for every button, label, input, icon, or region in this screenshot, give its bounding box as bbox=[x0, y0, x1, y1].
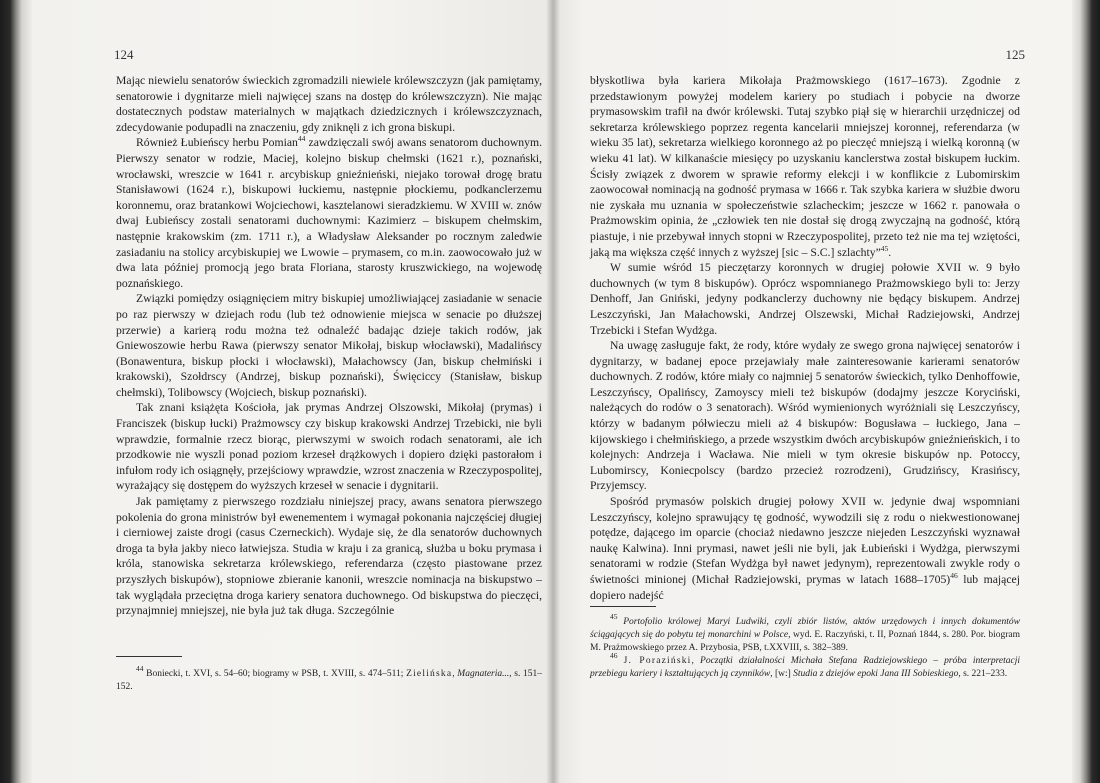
paragraph: Spośród prymasów polskich drugiej połowy XVII w. jedynie dwaj wspomniani Leszczyńscy, kolejno sprawujący tę godność, wywodzili się z rodu o niekwestionowanej potędze, dającego im oparcie (chociaż niedawno jeszcze niejeden Leszczyński wyznawał naukę Kalwina). Inni prymasi, nawet jeśli nie byli, jak Łubieński i Wydżga, pierwszymi senatorami w rodzie (Stefan Wydżga był nawet jedynym), reprezentowali zwykle rody o świetności minionej (Michał Radziejowski, prymas w latach 1688–1705)$^{46}$ lub mającej dopiero nadejść bbox=[590, 495, 1020, 602]
paragraph: Związki pomiędzy osiągnięciem mitry biskupiej umożliwiającej zasiadanie w senacie po raz pierwszy w dziejach rodu (lub też odnowienie miejsca w senacie po dłuższej przerwie) a karierą rodu można też odnaleźć badając dzieje takich rodów, jak Gniewoszowie herbu Rawa (pierwszy senator Mikołaj, biskup włocławski), Madalińscy (Bonawentura, biskup płocki i włocławski), Małachowscy (Jan, biskup chełmiński i krakowski), Szołdrscy (Andrzej, biskup poznański), Święciccy (Stanisław, biskup chełmski), Tolibowscy (Wojciech, biskup poznański). bbox=[116, 292, 542, 399]
footnote-rule bbox=[116, 656, 182, 657]
body-text bbox=[116, 73, 542, 619]
page-number: 124 bbox=[114, 47, 134, 62]
paragraph: Jak pamiętamy z pierwszego rozdziału niniejszej pracy, awans senatora pierwszego pokolenia do grona ministrów był ewenementem i wymagał pokonania najczęściej długiej i cierniowej zaiste drogi (casus Czerneckich). Wydaje się, że dla senatorów duchownych droga ta była jakby nieco łatwiejsza. Studia w kraju i za granicą, służba u boku prymasa i króla, stanowiska sekretarza królewskiego, referendarza (często piastowane przez przyszłych biskupów), stopniowe zbieranie kanonii, wreszcie nominacja na biskupstwo – tak wyglądała przeciętna droga kariery senatora duchownego. Od biskupstwa do pieczęci, przynajmniej mniejszej, nie była już tak długa. Szczególnie bbox=[116, 495, 542, 618]
paragraph: błyskotliwa była kariera Mikołaja Prażmowskiego (1617–1673). Zgodnie z przedstawionym powyżej modelem kariery po studiach i pobycie na dworze prymasowskim trafił na dwór królewski. Tutaj szybko piął się w hierarchii urzędniczej od sekretarza królewskiego poprzez regenta kancelarii mniejszej koronnej, referendarza (w wieku 35 lat), sekretarza wielkiego koronnego aż po pieczęć mniejszą i wielką koronną (w wieku 41 lat). W kilkanaście miesięcy po uzyskaniu kanclerstwa został biskupem łuckim. Ścisły związek z dworem w sprawie reformy elekcji i w konflikcie z Lubomirskim zaowocował nominacją na godność prymasa w 1666 r. Tak szybka kariera w służbie dworu nie zyskała mu uznania w społeczeństwie szlacheckim; jeszcze w 1662 r. panowała o Prażmowskim opinia, że „człowiek ten nie dostał się drogą zwyczajną na godność, którą piastuje, i nie przebywał innych stopni w Rzeczypospolitej, przeto też nie ma tej wziętości, jaką ma większa część innych z wyższej [sic – S.C.] szlachty”$^{45}$. bbox=[590, 74, 1020, 259]
paragraph: Mając niewielu senatorów świeckich zgromadzili niewiele królewszczyzn (jak pamiętamy, senatorowie i dygnitarze mieli najwięcej szans na dostęp do królewszczyzn). Nie mając dostatecznych podstaw materialnych w majątkach dziedzicznych i królewszczyznach, zdecydowanie podupadli na znaczeniu, gdy zniknęli z ich grona biskupi. bbox=[116, 74, 542, 134]
paragraph: Na uwagę zasługuje fakt, że rody, które wydały ze swego grona najwięcej senatorów i dygnitarzy, w badanej epoce przejawiały małe zainteresowanie karierami senatorów duchownych. Z rodów, które miały co najmniej 5 senatorów świeckich, tylko Denhoffowie, Leszczyńscy, Opalińscy, Zamoyscy mieli też biskupów (dodajmy jeszcze Koryciński, należących do rodów o 3 senatorach). Wśród wymienionych wyróżniali się Leszczyńscy, którzy w badanym półwieczu mieli aż 4 biskupów: Bogusława – łuckiego, Jana – kijowskiego i chełmińskiego, a przede wszystkim dwóch arcybiskupów gnieźnieńskich, i to kolejnych: Andrzeja i Wacława. Nie mieli w tym okresie biskupów np. Potoccy, Lubomirscy, Koniecpolscy (bardzo przecież rozrodzeni), Grudzińscy, Krasińscy, Przyjemscy. bbox=[590, 339, 1020, 493]
book-gutter bbox=[546, 0, 560, 783]
footnote-ref: 44 bbox=[297, 134, 306, 144]
paragraph: Tak znani książęta Kościoła, jak prymas Andrzej Olszowski, Mikołaj (prymas) i Franciszek (biskup łucki) Prażmowscy czy biskup krakowski Andrzej Trzebicki, nie byli wprawdzie, formalnie rzecz biorąc, pierwszymi w swoich rodach senatorami, ale ich przodkowie nie wyszli ponad poziom krzeseł drążkowych i dopiero dzięki pastorałom i infułom rody ich osiągnęły, przejściowy wprawdzie, wzrost znaczenia w Rzeczypospolitej, wyrażający się dostępem do wyższych krzeseł w senacie i dygnitarii. bbox=[116, 401, 542, 493]
footnotes bbox=[116, 664, 543, 694]
footnotes bbox=[590, 612, 1021, 681]
body-text bbox=[590, 73, 1020, 603]
book-edge-right bbox=[1072, 0, 1100, 783]
footnote-ref: 46 bbox=[950, 571, 958, 580]
footnote-ref: 45 bbox=[880, 243, 889, 253]
book-edge-left bbox=[0, 0, 32, 783]
footnote: $^{46}$ J. Poraziński, Początki działalności Michała Stefana Radziejowskiego – próba interpretacji przebiegu kariery i kształtujących ją czynników, [w:] Studia z dziejów epoki Jana III Sobieskiego, s. 221–233. bbox=[590, 651, 1021, 679]
footnote: $^{45}$ Portofolio królowej Maryi Ludwiki, czyli zbiór listów, aktów urzędowych i innych dokumentów ściągających się do pobytu tej monarchini w Polsce, wyd. E. Raczyński, t. II, Poznań 1844, s. 280. Por. biogram M. Prażmowskiego przez A. Przybosia, PSB, t.XXVIII, s. 382–389. bbox=[590, 612, 1021, 653]
paragraph: Również Łubieńscy herbu Pomian$^{44}$ zawdzięczali swój awans senatorom duchownym. Pierwszy senator w rodzie, Maciej, kolejno biskup chełmski (1621 r.), poznański, wrocławski, wreszcie w 1641 r. arcybiskup gnieźnieński, niejako torował drogę bratu Stanisławowi (1624 r.), biskupowi łuckiemu, następnie płockiemu, podkanclerzemu koronnemu, oraz bratankowi Wojciechowi, kasztelanowi sieradzkiemu. W XVIII w. znów dwaj Łubieńscy zostali senatorami duchownymi: Kazimierz – biskupem chełmskim, następnie krakowskim (zm. 1711 r.), a Władysław Aleksander po rocznym zaledwie zasiadaniu na stolicy arcybiskupiej we Lwowie – prymasem, co m.in. zaowocowało już w dwa lata później promocją jego brata Floriana, starosty kruszwickiego, na wojewodę poznańskiego. bbox=[116, 134, 542, 290]
footnote: $^{44}$ Boniecki, t. XVI, s. 54–60; biogramy w PSB, t. XVIII, s. 474–511; Zielińska, Magnateria..., s. 151–152. bbox=[116, 664, 543, 692]
left-page bbox=[32, 0, 553, 783]
paragraph: W sumie wśród 15 pieczętarzy koronnych w drugiej połowie XVII w. 9 było duchownych (w tym 8 biskupów). Oprócz wspomnianego Prażmowskiego byli to: Jerzy Denhoff, Jan Gniński, jedyny podkanclerzy duchowny nie będący biskupem. Andrzej Leszczyński, Jan Małachowski, Andrzej Olszewski, Michał Radziejowski, Andrzej Trzebicki i Stefan Wydżga. bbox=[590, 261, 1020, 337]
footnote-rule bbox=[590, 606, 656, 607]
right-page bbox=[553, 0, 1072, 783]
page-number: 125 bbox=[1005, 47, 1025, 62]
